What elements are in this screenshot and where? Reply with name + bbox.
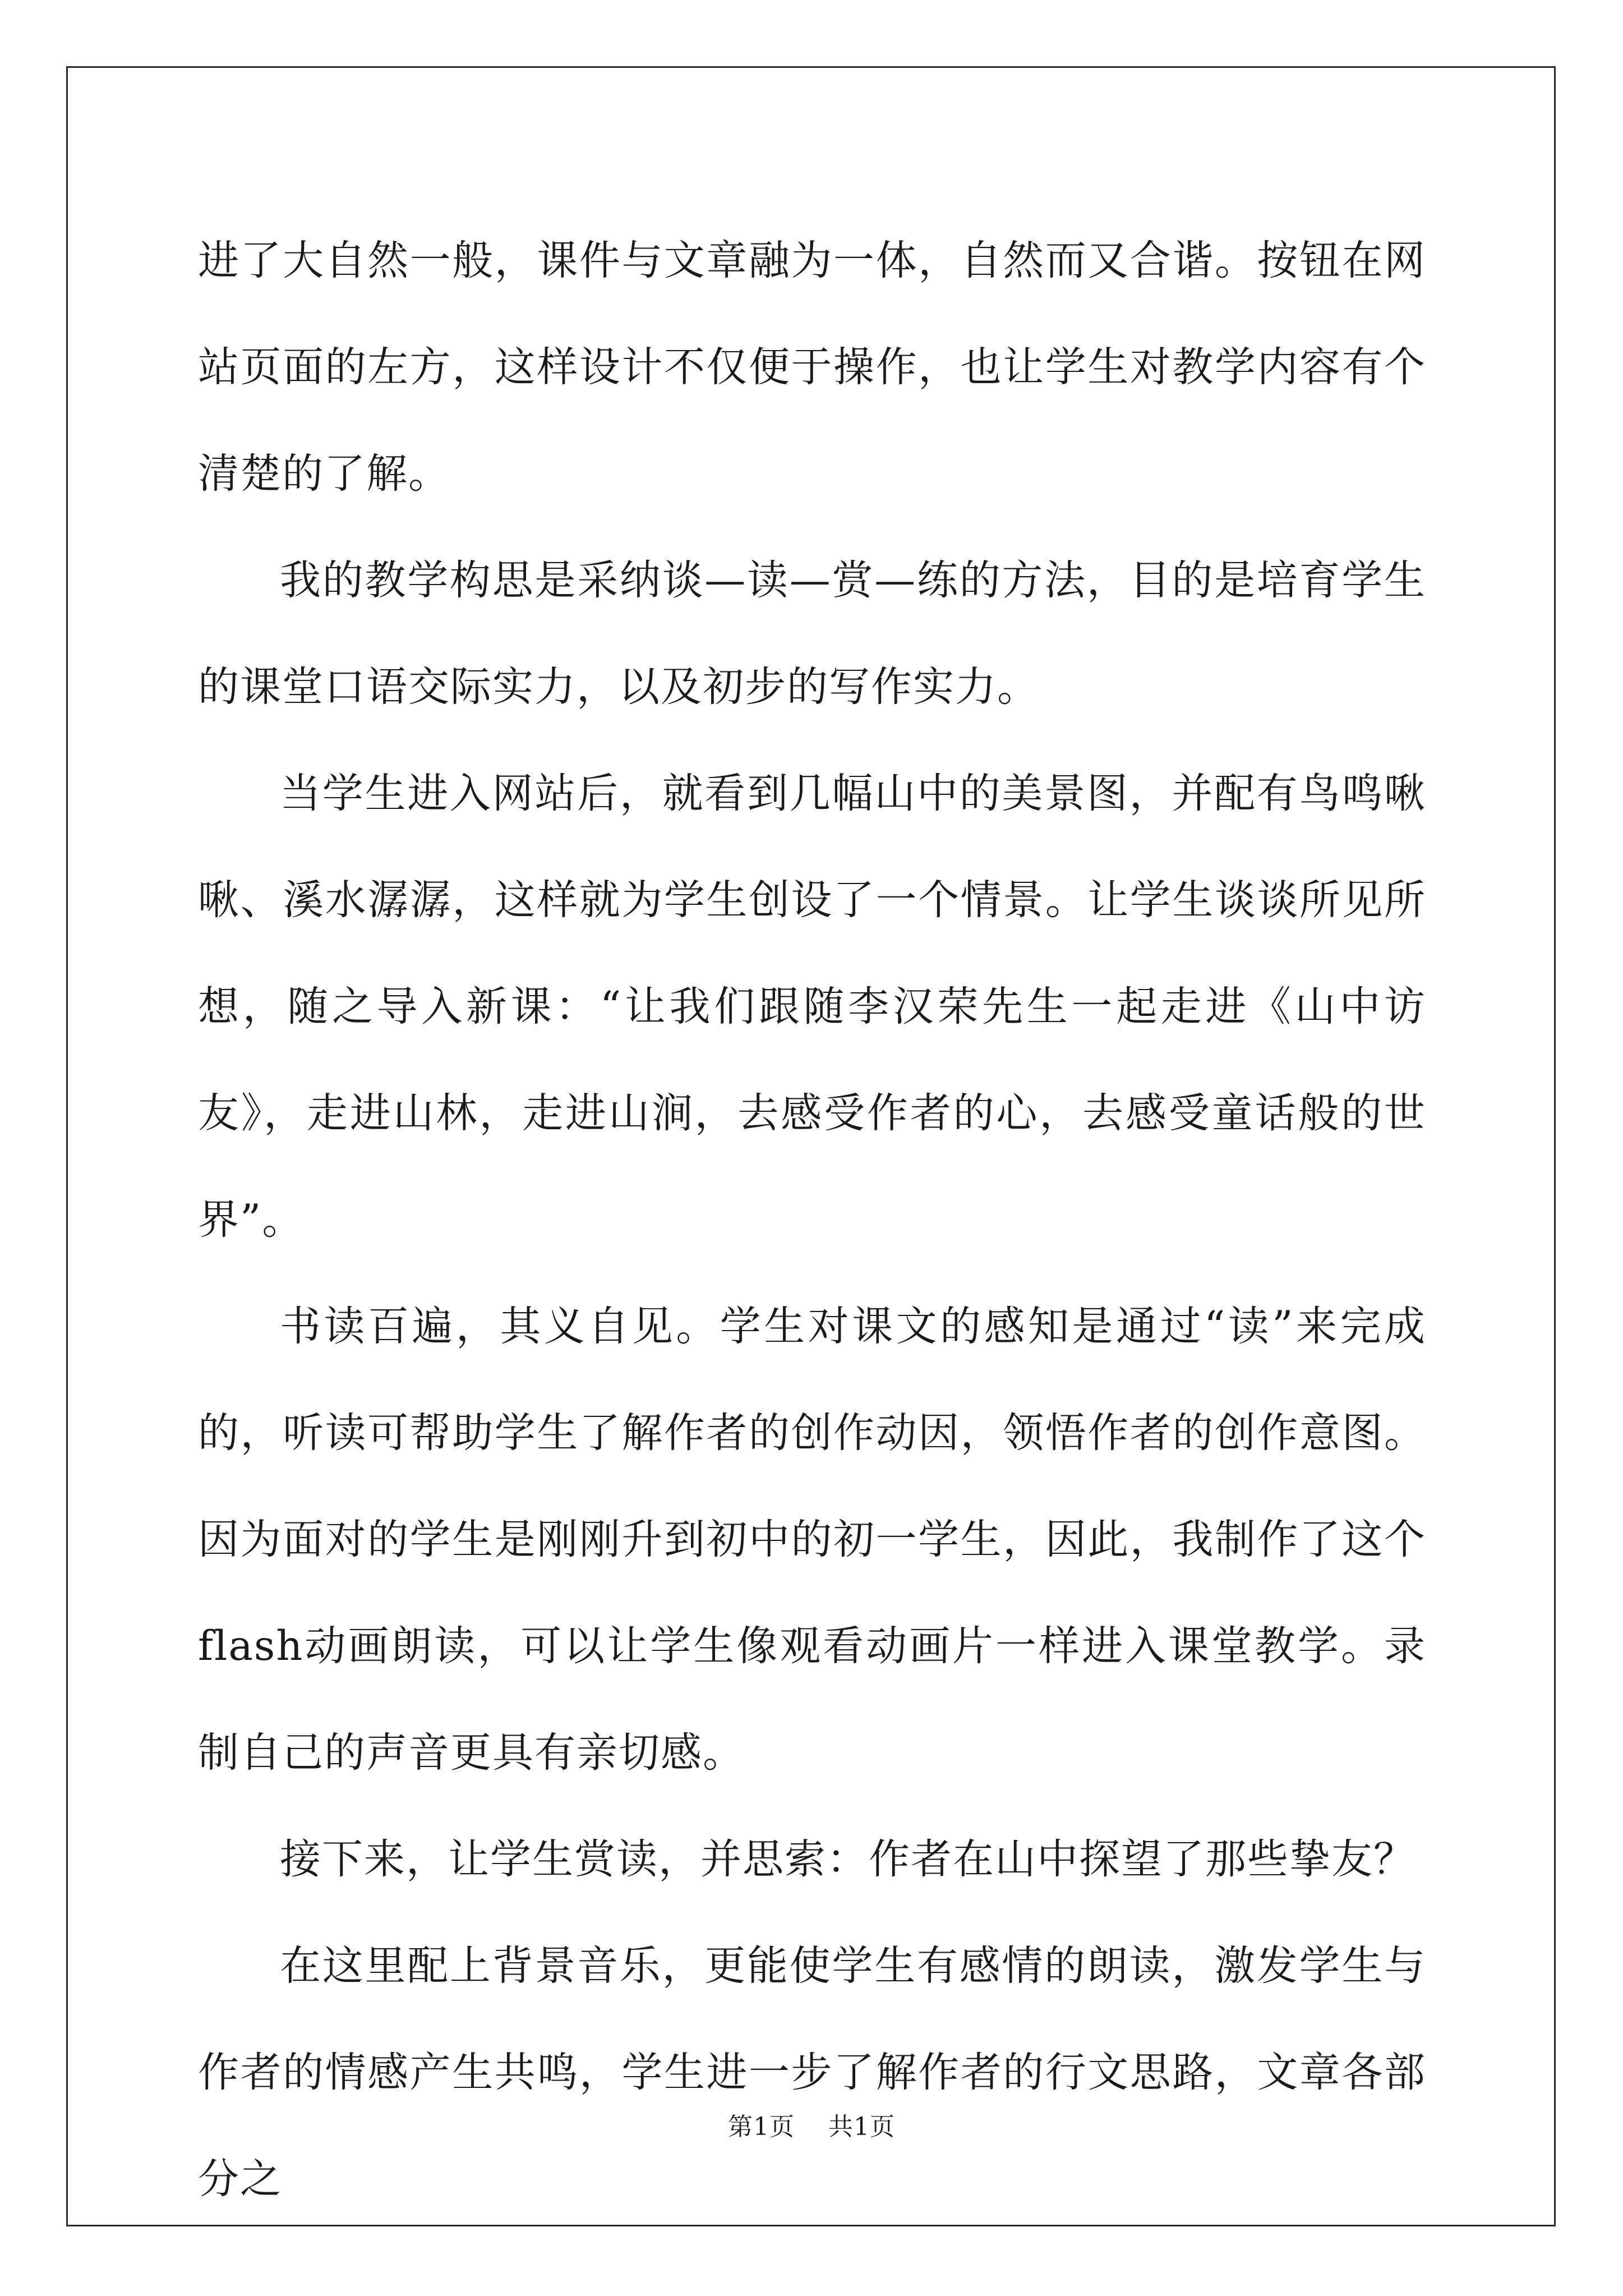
paragraph: 我的教学构思是采纳谈—读—赏—练的方法，目的是培育学生的课堂口语交际实力，以及初步的写作实力。 [198, 556, 1426, 711]
page-number: 第1页 [728, 2113, 795, 2141]
page-total: 共1页 [828, 2113, 895, 2141]
paragraph: 在这里配上背景音乐，更能使学生有感情的朗读，激发学生与作者的情感产生共鸣，学生进一步了解作者的行文思路，文章各部分之 [198, 1942, 1426, 2203]
paragraph: 当学生进入网站后，就看到几幅山中的美景图，并配有鸟鸣啾啾、溪水潺潺，这样就为学生创设了一个情景。让学生谈谈所见所想，随之导入新课：“让我们跟随李汉荣先生一起走进《山中访友》，走进山林，走进山涧，去感受作者的心，去感受童话般的世界”。 [198, 770, 1426, 1244]
paragraph-continued: 进了大自然一般，课件与文章融为一体，自然而又合谐。按钮在网站页面的左方，这样设计不仅便于操作，也让学生对教学内容有个清楚的了解。 [198, 237, 1426, 498]
document-body [198, 208, 1426, 2233]
page-footer [0, 2106, 1623, 2142]
paragraph: 接下来，让学生赏读，并思索：作者在山中探望了那些挚友？ [280, 1835, 1415, 1883]
paragraph: 书读百遍，其义自见。学生对课文的感知是通过“读”来完成的，听读可帮助学生了解作者的创作动因，领悟作者的创作意图。因为面对的学生是刚刚升到初中的初一学生，因此，我制作了这个flash动画朗读，可以让学生像观看动画片一样进入课堂教学。录制自己的声音更具有亲切感。 [198, 1303, 1426, 1777]
